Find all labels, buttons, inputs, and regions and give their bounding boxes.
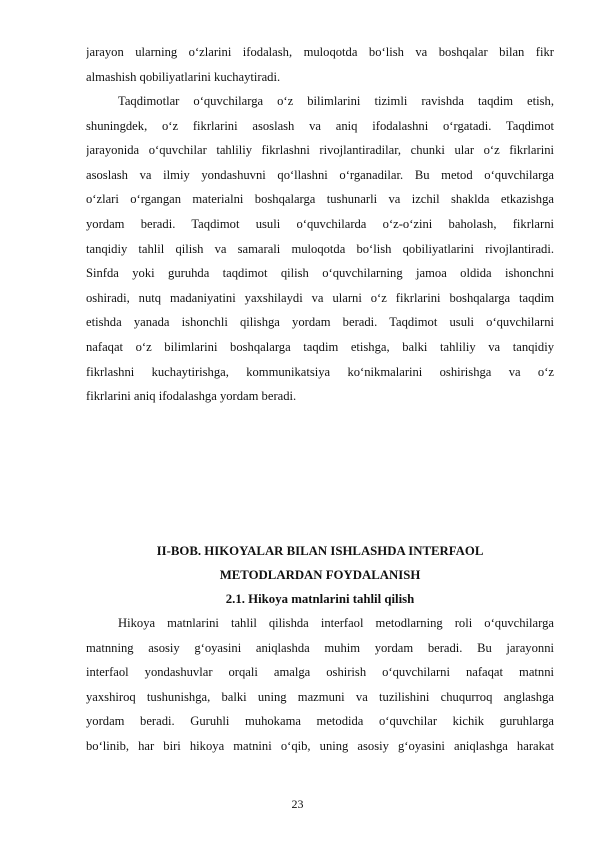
text-line: yordam beradi. Taqdimot usuli o‘quvchilarda o‘z-o‘zini baholash, fikrlarni (86, 216, 554, 231)
text-line: matnning asosiy g‘oyasini aniqlashda muhim yordam beradi. Bu jarayonni (86, 640, 554, 655)
text-line: yaxshiroq tushunishga, balki uning mazmuni va tuzilishini chuqurroq anglashga (86, 689, 554, 704)
text-line: asoslash va ilmiy yondashuvni qo‘llashni o‘rganadilar. Bu metod o‘quvchilarga (86, 167, 554, 182)
paragraph-story-analysis (86, 611, 554, 759)
text-line: tanqidiy tahlil qilish va samarali muloqotda bo‘lish qobiliyatlarini rivojlantiradi. (86, 241, 554, 256)
text-line: oshiradi, nutq madaniyatini yaxshilaydi va ularni o‘z fikrlarini boshqalarga taqdim (86, 290, 554, 305)
text-line: Taqdimotlar o‘quvchilarga o‘z bilimlarini tizimli ravishda taqdim etish, (118, 94, 554, 108)
paragraph-presentations (86, 89, 554, 409)
text-line: jarayonida o‘quvchilar tahliliy fikrlashni rivojlantiradilar, chunki ular o‘z fikrlarini (86, 143, 554, 158)
text-line: nafaqat o‘z bilimlarini boshqalarga taqdim etishga, balki tahliliy va tanqidiy (86, 339, 554, 354)
chapter-title-line-1: II-BOB. HIKOYALAR BILAN ISHLASHDA INTERFAOL (156, 544, 484, 558)
text-line: almashish qobiliyatlarini kuchaytiradi. (86, 69, 281, 84)
page-number: 23 (291, 797, 304, 811)
text-line: bo‘linib, har biri hikoya matnini o‘qib, uning asosiy g‘oyasini aniqlashga harakat (86, 738, 554, 753)
section-title: 2.1. Hikoya matnlarini tahlil qilish (225, 592, 415, 606)
text-line: yordam beradi. Guruhli muhokama metodida o‘quvchilar kichik guruhlarga (86, 714, 554, 729)
paragraph-intro-continuation (86, 40, 554, 89)
text-line: Hikoya matnlarini tahlil qilishda interfaol metodlarning roli o‘quvchilarga (118, 616, 554, 630)
chapter-title-line-2: METODLARDAN FOYDALANISH (219, 568, 421, 582)
text-line: fikrlashni kuchaytirishga, kommunikatsiya ko‘nikmalarini oshirishga va o‘z (86, 364, 554, 379)
text-line: o‘zlari o‘rgangan materialni boshqalarga tushunarli va izchil shaklda etkazishga (86, 192, 554, 207)
text-line: etishda yanada ishonchli qilishga yordam beradi. Taqdimot usuli o‘quvchilarni (86, 315, 554, 330)
text-line: interfaol yondashuvlar orqali amalga oshirish o‘quvchilarni nafaqat matnni (86, 665, 554, 680)
text-line: shuningdek, o‘z fikrlarini asoslash va aniq ifodalashni o‘rgatadi. Taqdimot (86, 118, 554, 133)
text-line: fikrlarini aniq ifodalashga yordam beradi. (86, 389, 297, 404)
text-line: Sinfda yoki guruhda taqdimot qilish o‘quvchilarning jamoa oldida ishonchni (86, 266, 554, 281)
text-line: jarayon ularning o‘zlarini ifodalash, muloqotda bo‘lish va boshqalar bilan fikr (86, 45, 554, 59)
